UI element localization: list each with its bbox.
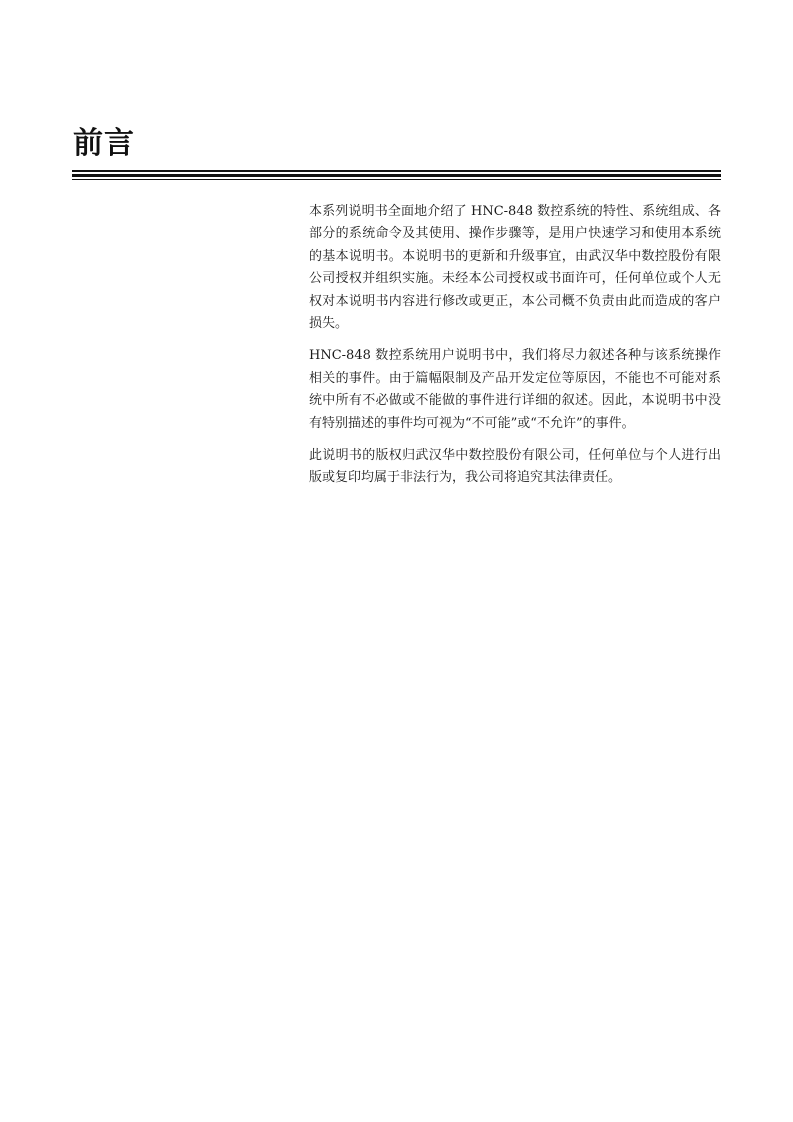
paragraph-intro: 本系列说明书全面地介绍了 HNC-848 数控系统的特性、系统组成、各部分的系统命令及其使用、操作步骤等，是用户快速学习和使用本系统的基本说明书。本说明书的更新和升级事宜，由武汉华中数控股份有限公司授权并组织实施。未经本公司授权或书面许可，任何单位或个人无权对本说明书内容进行修改或更正，本公司概不负责由此而造成的客户损失。: [309, 204, 721, 332]
title-underline-rule-thin: [72, 179, 721, 180]
title-underline-rule-thick: [72, 174, 721, 177]
page-title: 前言: [73, 126, 135, 161]
paragraph-scope: HNC-848 数控系统用户说明书中，我们将尽力叙述各种与该系统操作相关的事件。由于篇幅限制及产品开发定位等原因，不能也不可能对系统中所有不必做或不能做的事件进行详细的叙述。因此，本说明书中没有特别描述的事件均可视为“不可能”或“不允许”的事件。: [309, 348, 721, 431]
preface-body: [309, 201, 721, 500]
paragraph-copyright: 此说明书的版权归武汉华中数控股份有限公司，任何单位与个人进行出版或复印均属于非法行为，我公司将追究其法律责任。: [309, 448, 721, 486]
title-underline-rule: [72, 170, 721, 172]
